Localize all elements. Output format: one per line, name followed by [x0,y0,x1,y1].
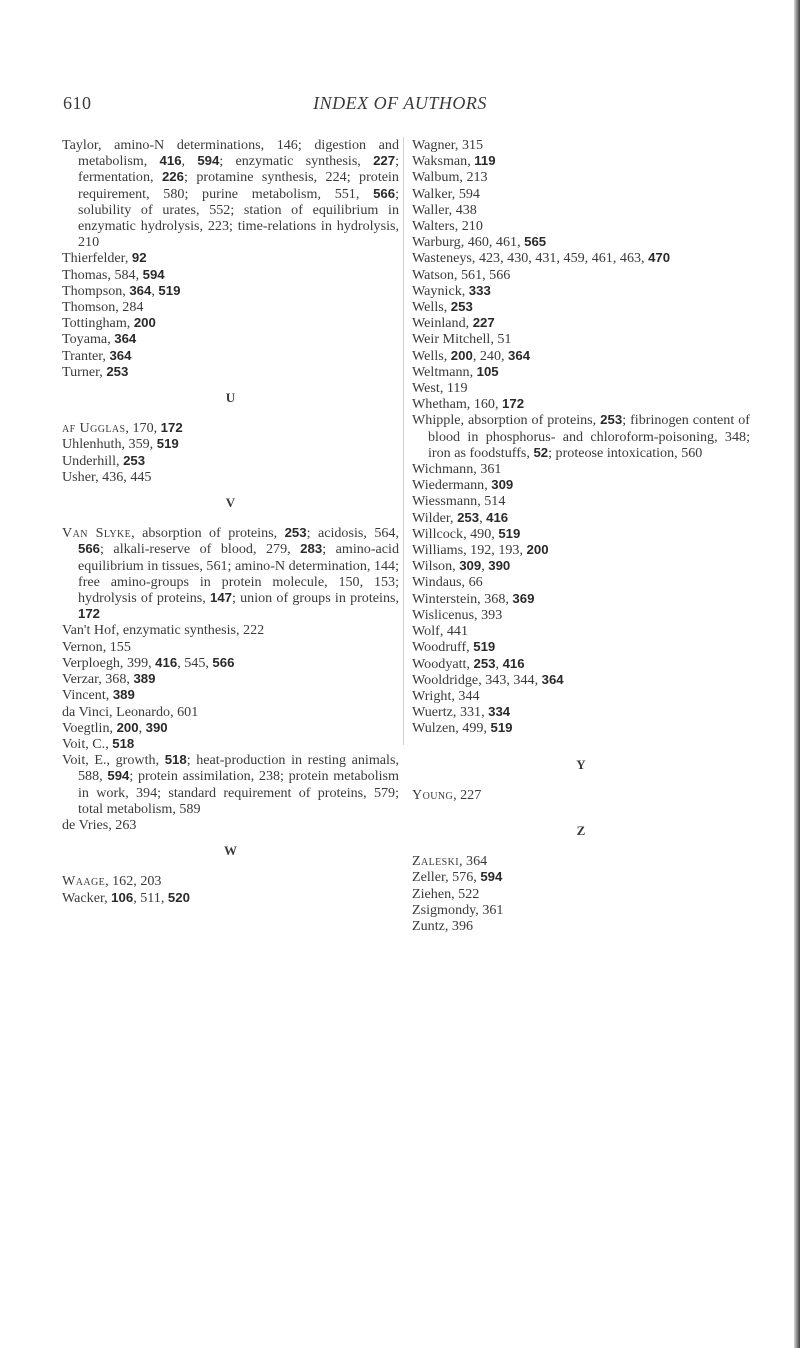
page-number: 610 [63,93,92,113]
index-entry: Usher, 436, 445 [62,468,152,485]
bold-page-ref: 253 [123,452,146,468]
bold-page-ref: 416 [486,509,509,525]
bold-page-ref: 364 [541,671,564,687]
bold-page-ref: 309 [491,477,514,493]
section-letter-w: W [224,843,237,859]
section-letter-z: Z [576,822,586,838]
bold-page-ref: 519 [158,282,181,298]
index-entry: Waksman, 119 [412,153,496,170]
bold-page-ref: 364 [129,282,152,298]
index-section-u [62,420,399,485]
author-name-small-caps: Zaleski [412,853,459,870]
bold-page-ref: 518 [112,735,135,751]
index-entry: Van Slyke, absorption of proteins, 253; acidosis, 564, 566; alkali-reserve of blood, 279, 283; amino-acid equilibrium in tissues, 561; amino-N determination, 144; free amino-groups in protein molecule, 150, 153; hydrolysis of proteins, 147; union of groups in proteins, 172 [62,525,400,622]
author-name-small-caps: Waage [62,873,106,890]
index-entry: Warburg, 460, 461, 565 [412,234,547,251]
index-entry: Wulzen, 499, 519 [412,720,513,737]
bold-page-ref: 92 [131,250,147,266]
index-section-y [412,787,750,803]
index-entry: Taylor, amino-N determinations, 146; digestion and metabolism, 416, 594; enzymatic synthesis, 227; fermentation, 226; protamine synthesis, 224; protein requirement, 580; purine metabolism, 551, 566; solubility of urates, 552; station of equilibrium in enzymatic hydrolysis, 223; time-relations in hydrolysis, 210 [62,137,400,251]
index-entry: Ziehen, 522 [412,885,480,902]
bold-page-ref: 106 [111,889,134,905]
index-entry: Thierfelder, 92 [62,250,147,267]
index-entry: West, 119 [412,380,468,397]
bold-page-ref: 364 [114,331,137,347]
index-entry: Wilder, 253, 416 [412,509,509,526]
index-entry: Watson, 561, 566 [412,266,511,283]
bold-page-ref: 520 [167,889,190,905]
bold-page-ref: 390 [488,558,511,574]
index-entry: Voit, E., growth, 518; heat-production in resting animals, 588, 594; protein assimilation, 238; protein metabolism in work, 394; standard requirement of proteins, 579; total metabolism, 589 [62,752,400,817]
index-entry: Wells, 253 [412,299,473,316]
bold-page-ref: 253 [457,509,480,525]
bold-page-ref: 518 [164,752,187,768]
index-entry: Wacker, 106, 511, 520 [62,889,190,906]
bold-page-ref: 416 [155,654,178,670]
index-section-w [62,873,399,905]
index-entry: af Ugglas, 170, 172 [62,420,183,437]
bold-page-ref: 364 [508,347,531,363]
running-title: INDEX OF AUTHORS [313,93,487,113]
bold-page-ref: 566 [373,185,396,201]
index-entry: Wasteneys, 423, 430, 431, 459, 461, 463, 470 [412,250,671,267]
bold-page-ref: 389 [133,671,156,687]
bold-page-ref: 227 [373,153,396,169]
index-section-z [412,853,750,934]
page-header [60,93,740,117]
index-section-v [62,525,399,833]
bold-page-ref: 566 [78,541,101,557]
index-entry: Tottingham, 200 [62,315,156,332]
index-entry: Vernon, 155 [62,638,131,655]
bold-page-ref: 594 [197,153,220,169]
index-section-w-continued [412,137,750,737]
bold-page-ref: 333 [468,282,491,298]
bold-page-ref: 172 [160,420,183,436]
bold-page-ref: 309 [459,558,482,574]
bold-page-ref: 226 [161,169,184,185]
index-entry: Verploegh, 399, 416, 545, 566 [62,654,235,671]
index-entry: Weir Mitchell, 51 [412,331,512,348]
index-entry: Tranter, 364 [62,347,132,364]
bold-page-ref: 253 [473,655,496,671]
bold-page-ref: 470 [648,250,671,266]
bold-page-ref: 594 [107,768,130,784]
bold-page-ref: 519 [473,639,496,655]
index-entry: Voit, C., 518 [62,735,135,752]
index-entry: Wagner, 315 [412,137,484,153]
index-entry: Waage, 162, 203 [62,873,162,890]
index-entry: Wright, 344 [412,687,480,704]
bold-page-ref: 200 [116,719,139,735]
index-entry: Turner, 253 [62,363,129,380]
index-entry: Wells, 200, 240, 364 [412,347,531,364]
index-entry: Wiessmann, 514 [412,493,506,510]
index-entry: Toyama, 364 [62,331,137,348]
index-entry: Underhill, 253 [62,452,146,469]
bold-page-ref: 105 [476,363,499,379]
section-letter-v: V [225,495,236,511]
bold-page-ref: 566 [212,654,235,670]
index-entry: Willcock, 490, 519 [412,525,521,542]
bold-page-ref: 200 [450,347,473,363]
index-section-t [62,137,399,380]
index-entry: Zsigmondy, 361 [412,901,504,918]
index-entry: Williams, 192, 193, 200 [412,542,549,559]
index-entry: Woodyatt, 253, 416 [412,655,525,672]
index-entry: Wilson, 309, 390 [412,558,511,575]
left-column [62,137,399,906]
index-entry: Zaleski, 364 [412,853,488,870]
bold-page-ref: 253 [284,525,307,541]
author-name-small-caps: Van Slyke [62,525,132,542]
bold-page-ref: 369 [512,590,535,606]
index-entry: Winterstein, 368, 369 [412,590,535,607]
index-entry: Wuertz, 331, 334 [412,704,511,721]
index-entry: Vincent, 389 [62,687,135,704]
index-entry: Uhlenhuth, 359, 519 [62,436,179,453]
index-entry: de Vries, 263 [62,816,137,833]
index-entry: Walbum, 213 [412,169,488,186]
page-edge-shadow [794,0,800,1348]
index-entry: Waller, 438 [412,201,477,218]
index-entry: Wislicenus, 393 [412,606,503,623]
index-entry: Whetham, 160, 172 [412,396,525,413]
index-entry: Thompson, 364, 519 [62,282,181,299]
bold-page-ref: 519 [490,720,513,736]
index-entry: da Vinci, Leonardo, 601 [62,703,199,720]
bold-page-ref: 119 [474,153,496,169]
index-entry: Verzar, 368, 389 [62,671,156,688]
index-entry: Zeller, 576, 594 [412,869,503,886]
index-entry: Young, 227 [412,786,482,803]
bold-page-ref: 389 [112,687,135,703]
index-entry: Wiedermann, 309 [412,477,514,494]
section-letter-u: U [225,390,236,406]
bold-page-ref: 594 [480,869,503,885]
index-entry: Zuntz, 396 [412,917,474,934]
right-column [412,137,750,934]
index-entry: Weltmann, 105 [412,363,499,380]
bold-page-ref: 519 [156,436,179,452]
bold-page-ref: 172 [502,396,525,412]
index-entry: Woodruff, 519 [412,639,496,656]
index-entry: Whipple, absorption of proteins, 253; fibrinogen content of blood in phosphorus- and chloroform-poisoning, 348; iron as foodstuffs, 52; proteose intoxication, 560 [412,412,750,461]
bold-page-ref: 253 [106,363,129,379]
index-entry: Weinland, 227 [412,315,495,332]
index-entry: Voegtlin, 200, 390 [62,719,168,736]
index-entry: Walters, 210 [412,218,483,235]
bold-page-ref: 200 [526,542,549,558]
bold-page-ref: 390 [145,719,168,735]
bold-page-ref: 519 [498,525,521,541]
bold-page-ref: 594 [142,266,165,282]
bold-page-ref: 253 [600,412,623,428]
bold-page-ref: 283 [300,541,323,557]
bold-page-ref: 416 [159,153,182,169]
bold-page-ref: 147 [209,590,232,606]
section-letter-y: Y [576,756,586,772]
bold-page-ref: 416 [502,655,525,671]
bold-page-ref: 200 [133,315,156,331]
bold-page-ref: 227 [472,315,495,331]
index-entry: Wooldridge, 343, 344, 364 [412,671,564,688]
bold-page-ref: 565 [524,234,547,250]
index-entry: Thomas, 584, 594 [62,266,165,283]
bold-page-ref: 172 [78,606,101,622]
author-name-small-caps: Young [412,786,454,803]
index-entry: Thomson, 284 [62,299,144,316]
column-divider [403,137,404,745]
index-entry: Windaus, 66 [412,574,483,591]
index-entry: Wichmann, 361 [412,461,502,478]
bold-page-ref: 52 [533,444,549,460]
author-name-small-caps: af Ugglas [62,420,126,437]
index-entry: Walker, 594 [412,185,480,202]
index-entry: Waynick, 333 [412,282,491,299]
index-entry: Wolf, 441 [412,623,469,640]
index-entry: Van't Hof, enzymatic synthesis, 222 [62,622,265,639]
bold-page-ref: 364 [109,347,132,363]
bold-page-ref: 334 [488,704,511,720]
bold-page-ref: 253 [450,299,473,315]
